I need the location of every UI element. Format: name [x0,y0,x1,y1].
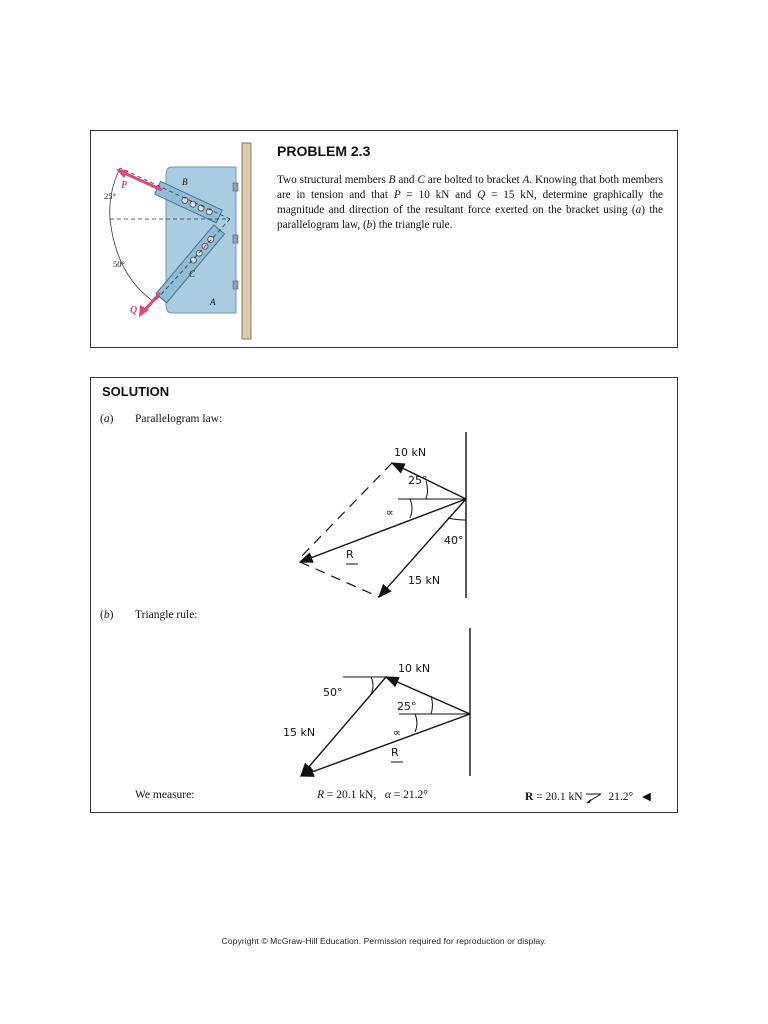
resultant-arrow [300,499,466,562]
triangle-resultant-arrow [301,714,470,776]
label-q: Q [130,305,138,316]
force-p-arrow [122,172,162,190]
measure-label: We measure: [135,789,195,801]
problem-box [90,130,678,348]
bracket-figure [96,135,266,345]
solution-box [90,377,678,813]
angle-50-label: 50° [113,259,125,269]
diagram-b-15kn-label: 15 kN [283,726,316,739]
diagram-a-alpha-label: ∝ [386,506,394,519]
label-b: B [182,177,188,187]
copyright-footer: Copyright © McGraw-Hill Education. Permission required for reproduction or display. [221,936,547,946]
angle-25-label: 25° [104,191,116,201]
answer-marker: ◀ [641,791,651,803]
diagram-a-r-label: R [346,548,354,561]
solution-title: SOLUTION [102,384,170,399]
part-a-label: Parallelogram law: [135,413,223,425]
diagram-a-40deg-label: 40° [444,534,464,547]
parallelogram-diagram [286,428,506,603]
direction-angle-icon [585,791,605,803]
part-a-tag: (a) [100,413,114,425]
label-p: P [121,180,128,191]
triangle-diagram [283,626,503,786]
measure-values: R = 20.1 kN, α = 21.2° [317,789,428,801]
final-answer: R = 20.1 kN 21.2° ◀ [525,791,651,803]
diagram-b-10kn-label: 10 kN [398,662,431,675]
diagram-a-10kn-label: 10 kN [394,446,427,459]
problem-title: PROBLEM 2.3 [277,143,371,159]
diagram-b-25deg-label: 25° [397,700,417,713]
problem-statement: Two structural members B and C are bolted to bracket A. Knowing that both members are in tension and that P = 10 kN and Q = 15 kN, determine graphically the magnitude and direction of the resultant force exerted on the bracket using (a) the parallelogram law, (b) the triangle rule. [277,174,664,231]
diagram-b-50deg-label: 50° [323,686,343,699]
part-b-tag: (b) [100,609,114,621]
label-c: C [189,269,196,279]
diagram-a-25deg-label: 25° [408,474,428,487]
force-10kn-arrow [392,463,466,499]
part-b-label: Triangle rule: [135,609,198,621]
diagram-b-r-label: R [391,746,399,759]
wall [242,143,251,339]
dashed-side-2 [300,562,379,597]
label-a: A [210,297,216,307]
diagram-a-15kn-label: 15 kN [408,574,441,587]
diagram-b-alpha-label: ∝ [393,726,401,739]
